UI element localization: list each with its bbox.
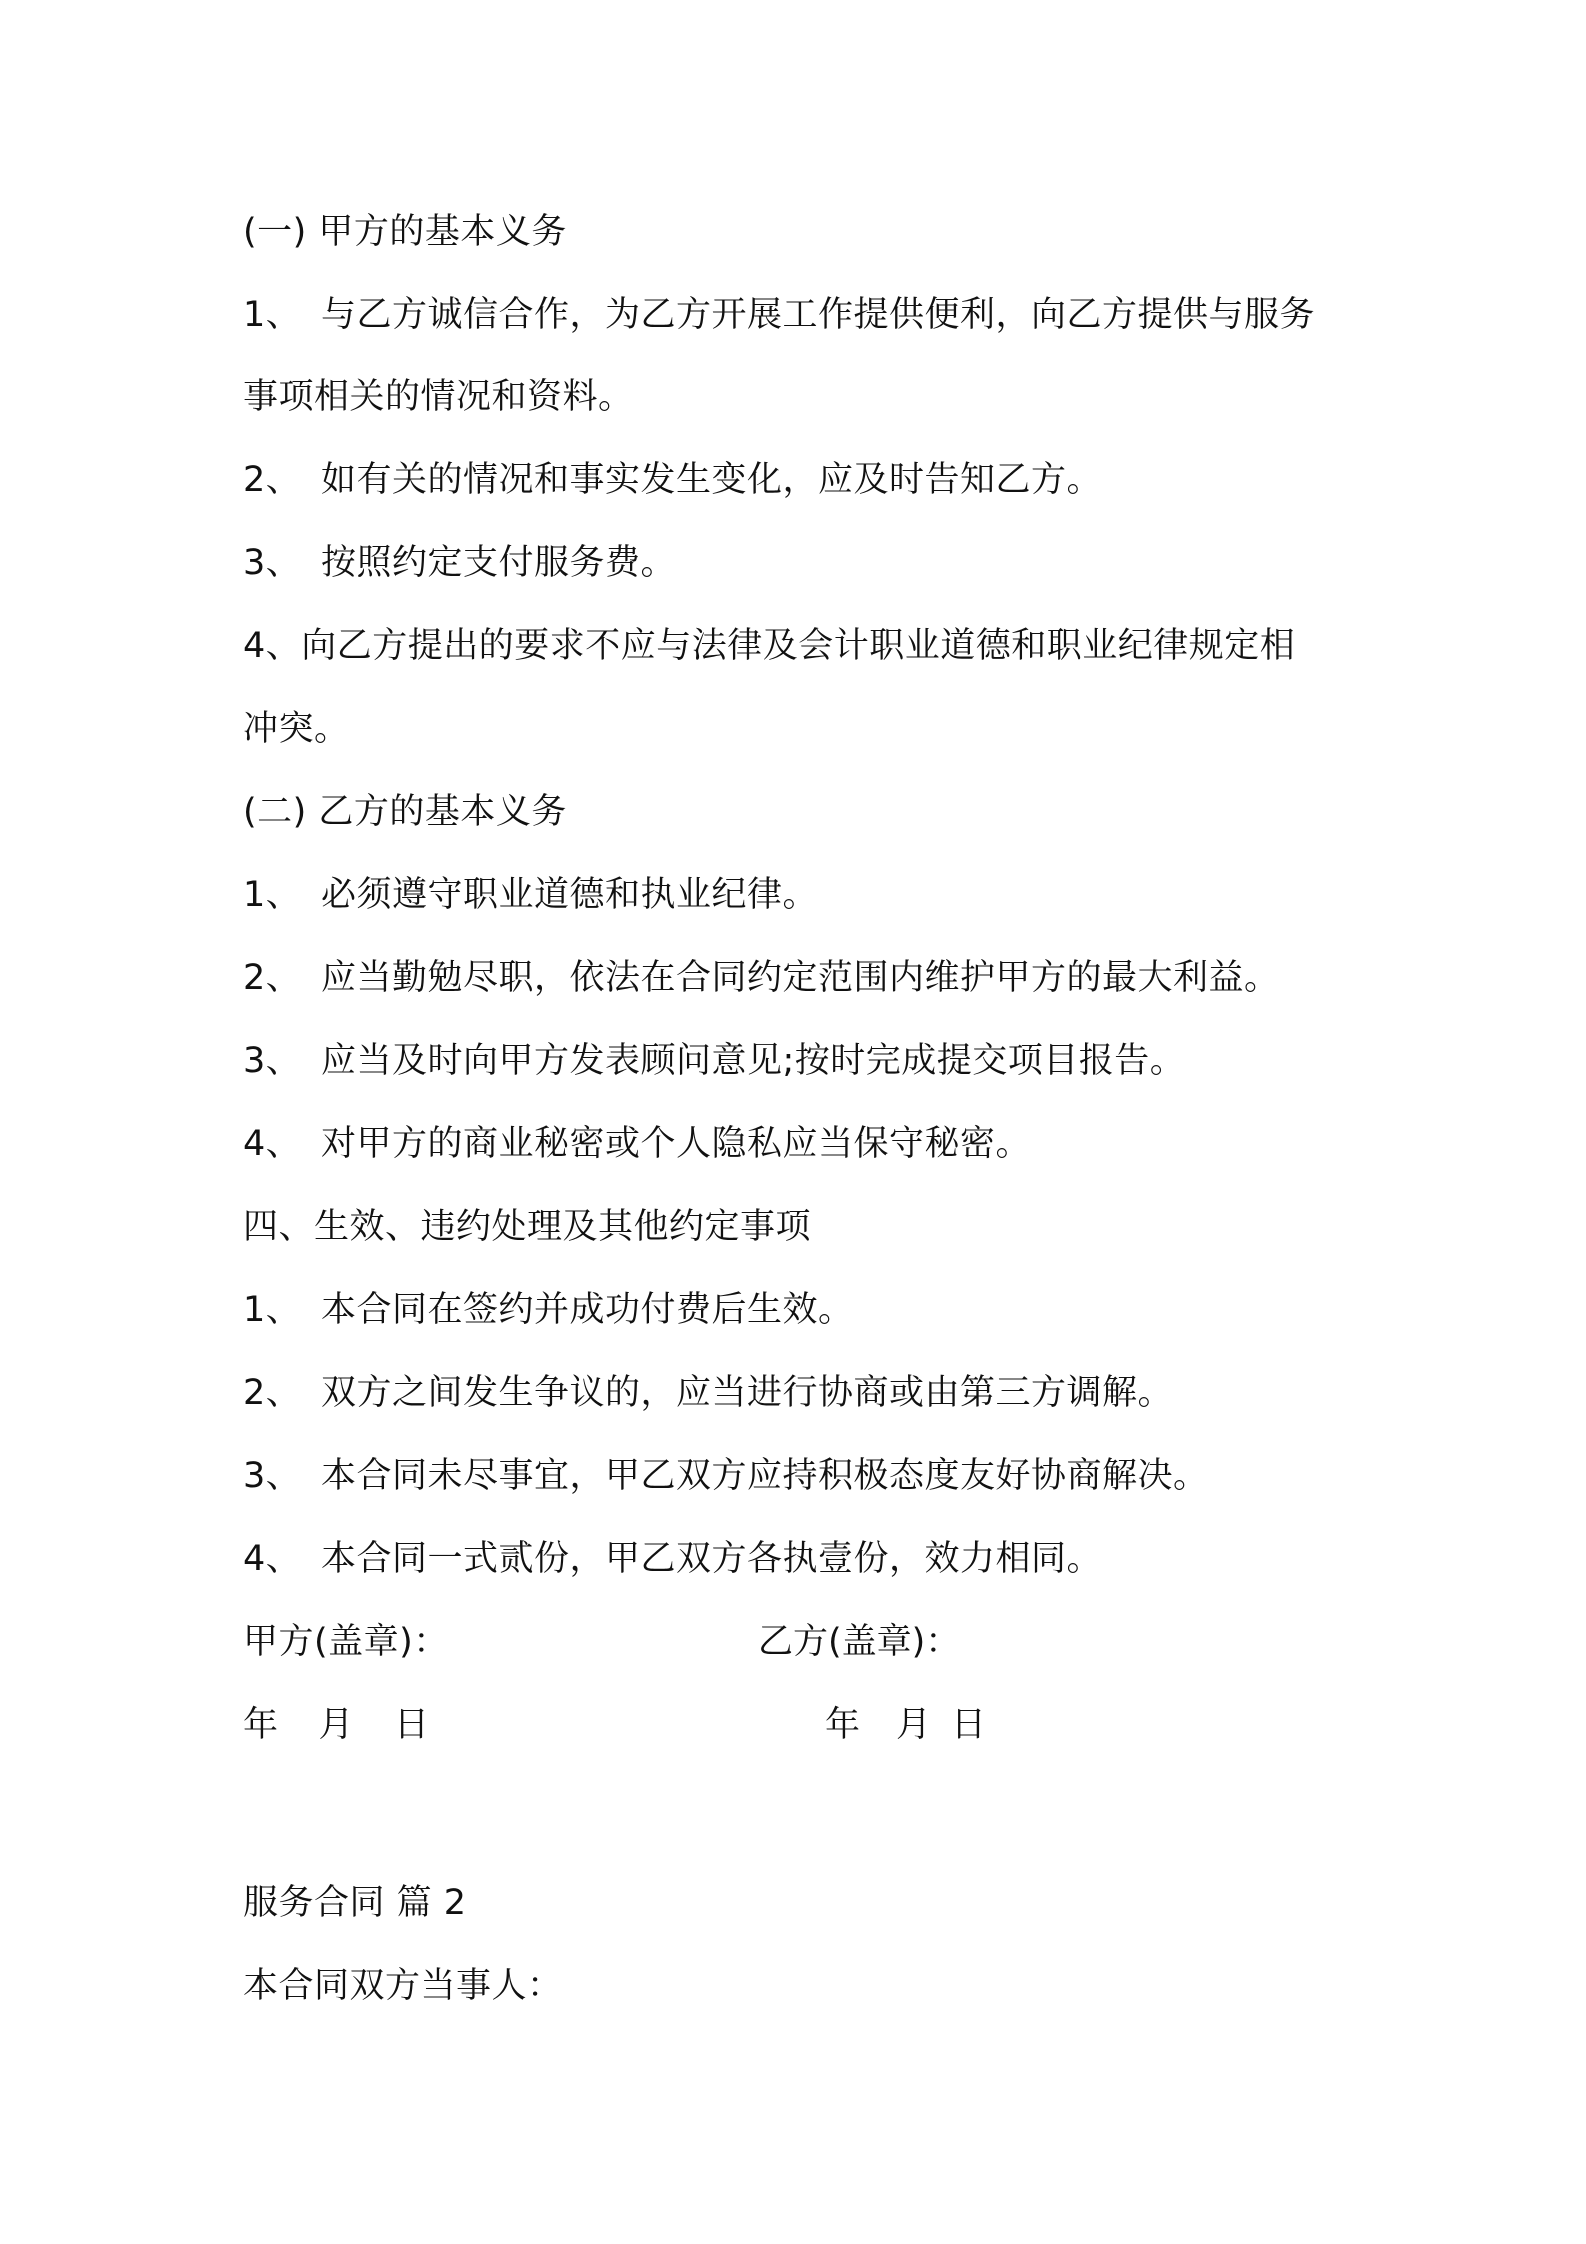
list-item <box>243 285 1315 345</box>
date-year: 年 <box>243 1705 279 1745</box>
list-item-continuation <box>243 699 350 759</box>
list-item <box>243 1529 1102 1589</box>
item-number: 1、 <box>243 1290 302 1330</box>
item-text: 冲突。 <box>243 709 350 749</box>
item-text: 对甲方的商业秘密或个人隐私应当保守秘密。 <box>321 1124 1032 1164</box>
item-text: 应当及时向甲方发表顾问意见;按时完成提交项目报告。 <box>321 1041 1186 1081</box>
parties-label: 本合同双方当事人： <box>243 1966 563 2006</box>
item-text: 本合同未尽事宜，甲乙双方应持积极态度友好协商解决。 <box>321 1456 1209 1496</box>
item-text: 双方之间发生争议的，应当进行协商或由第三方调解。 <box>321 1373 1174 1413</box>
date-month: 月 <box>318 1705 355 1745</box>
item-text: 本合同在签约并成功付费后生效。 <box>321 1290 854 1330</box>
item-number: 1、 <box>243 295 302 335</box>
list-item <box>243 1363 1173 1423</box>
item-number: 4、 <box>243 1124 302 1164</box>
list-item-continuation <box>243 367 634 427</box>
item-text: 必须遵守职业道德和执业纪律。 <box>321 875 819 915</box>
item-number: 1、 <box>243 875 302 915</box>
section-heading-effect: 四、生效、违约处理及其他约定事项 <box>243 1207 812 1247</box>
party-a-seal-label: 甲方(盖章)： <box>243 1622 449 1662</box>
contract-part-title: 服务合同 篇 2 <box>243 1883 467 1923</box>
item-number: 2、 <box>243 1373 302 1413</box>
item-text: 如有关的情况和事实发生变化，应及时告知乙方。 <box>321 460 1103 500</box>
party-b-seal-label: 乙方(盖章)： <box>758 1622 961 1662</box>
date-month: 月 <box>896 1705 932 1745</box>
item-number: 3、 <box>243 1041 302 1081</box>
list-item <box>243 1031 1185 1091</box>
item-text: 与乙方诚信合作，为乙方开展工作提供便利，向乙方提供与服务 <box>321 295 1316 335</box>
item-number: 3、 <box>243 1456 302 1496</box>
list-item <box>243 1114 1031 1174</box>
item-text: 本合同一式贰份，甲乙双方各执壹份，效力相同。 <box>321 1539 1103 1579</box>
item-text: 应当勤勉尽职，依法在合同约定范围内维护甲方的最大利益。 <box>321 958 1280 998</box>
item-text: 按照约定支付服务费。 <box>321 543 677 583</box>
party-a-date <box>243 1695 430 1755</box>
list-item <box>243 1446 1209 1506</box>
section-heading-party-b: (二) 乙方的基本义务 <box>243 792 567 832</box>
item-number: 2、 <box>243 460 302 500</box>
section-heading-party-a: (一) 甲方的基本义务 <box>243 212 567 252</box>
item-text: 事项相关的情况和资料。 <box>243 377 634 417</box>
list-item <box>243 533 676 593</box>
list-item <box>243 1280 854 1340</box>
list-item <box>243 450 1102 510</box>
item-number: 2、 <box>243 958 302 998</box>
date-day: 日 <box>394 1705 430 1745</box>
list-item <box>243 948 1280 1008</box>
date-day: 日 <box>951 1705 987 1745</box>
list-item <box>243 865 818 925</box>
item-text: 4、向乙方提出的要求不应与法律及会计职业道德和职业纪律规定相 <box>243 626 1296 666</box>
date-year: 年 <box>825 1705 861 1745</box>
list-item <box>243 616 1295 676</box>
item-number: 3、 <box>243 543 302 583</box>
item-number: 4、 <box>243 1539 302 1579</box>
party-b-date <box>825 1695 986 1755</box>
